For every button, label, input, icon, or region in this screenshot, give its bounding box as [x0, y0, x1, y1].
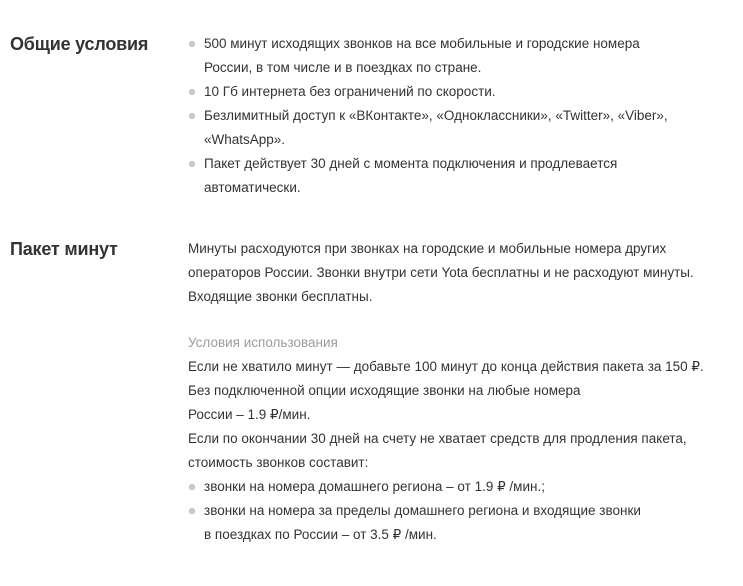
list-item-text: Пакет действует 30 дней с момента подключения и продлевается автоматически.	[204, 156, 618, 195]
list-item-text: звонки на номера домашнего региона – от 1.9 ₽ /мин.;	[204, 479, 545, 494]
bullet-icon	[189, 161, 195, 167]
list-item	[188, 32, 743, 80]
renewal-intro-paragraph: Если по окончании 30 дней на счету не хватает средств для продления пакета, стоимость звонков составит:	[188, 431, 687, 470]
minutes-intro-paragraph: Минуты расходуются при звонках на городские и мобильные номера других операторов России. Звонки внутри сети Yota бесплатны и не расходуют минуты. Входящие звонки бесплатны.	[188, 241, 694, 304]
list-item-text: 500 минут исходящих звонков на все мобильные и городские номера России, в том числе и в поездках по стране.	[204, 36, 640, 75]
minutes-package-content	[188, 237, 743, 547]
section-title-minutes-package: Пакет минут	[10, 239, 118, 259]
list-item	[188, 152, 743, 200]
list-item	[188, 475, 743, 499]
list-item	[188, 499, 743, 547]
general-terms-content	[188, 32, 743, 200]
bullet-icon	[189, 41, 195, 47]
bullet-icon	[189, 508, 195, 514]
bullet-icon	[189, 484, 195, 490]
general-terms-list	[188, 32, 743, 200]
list-item-text: 10 Гб интернета без ограничений по скорости.	[204, 84, 496, 99]
list-item	[188, 104, 743, 152]
section-title-general-terms: Общие условия	[10, 34, 149, 54]
list-item-text: Безлимитный доступ к «ВКонтакте», «Одноклассники», «Twitter», «Viber», «WhatsApp».	[204, 108, 668, 147]
list-item	[188, 80, 743, 104]
bullet-icon	[189, 113, 195, 119]
section-minutes-package	[10, 237, 743, 547]
list-item-text: звонки на номера за пределы домашнего региона и входящие звонки в поездках по России – от 3.5 ₽ /мин.	[204, 503, 641, 542]
bullet-icon	[189, 89, 195, 95]
usage-terms-link[interactable]: Условия использования	[188, 335, 338, 350]
add-minutes-paragraph: Если не хватило минут — добавьте 100 минут до конца действия пакета за 150 ₽. Без подключенной опции исходящие звонки на любые номера России – 1.9 ₽/мин.	[188, 359, 704, 422]
section-general-terms	[10, 32, 743, 200]
renewal-rates-list	[188, 475, 743, 547]
